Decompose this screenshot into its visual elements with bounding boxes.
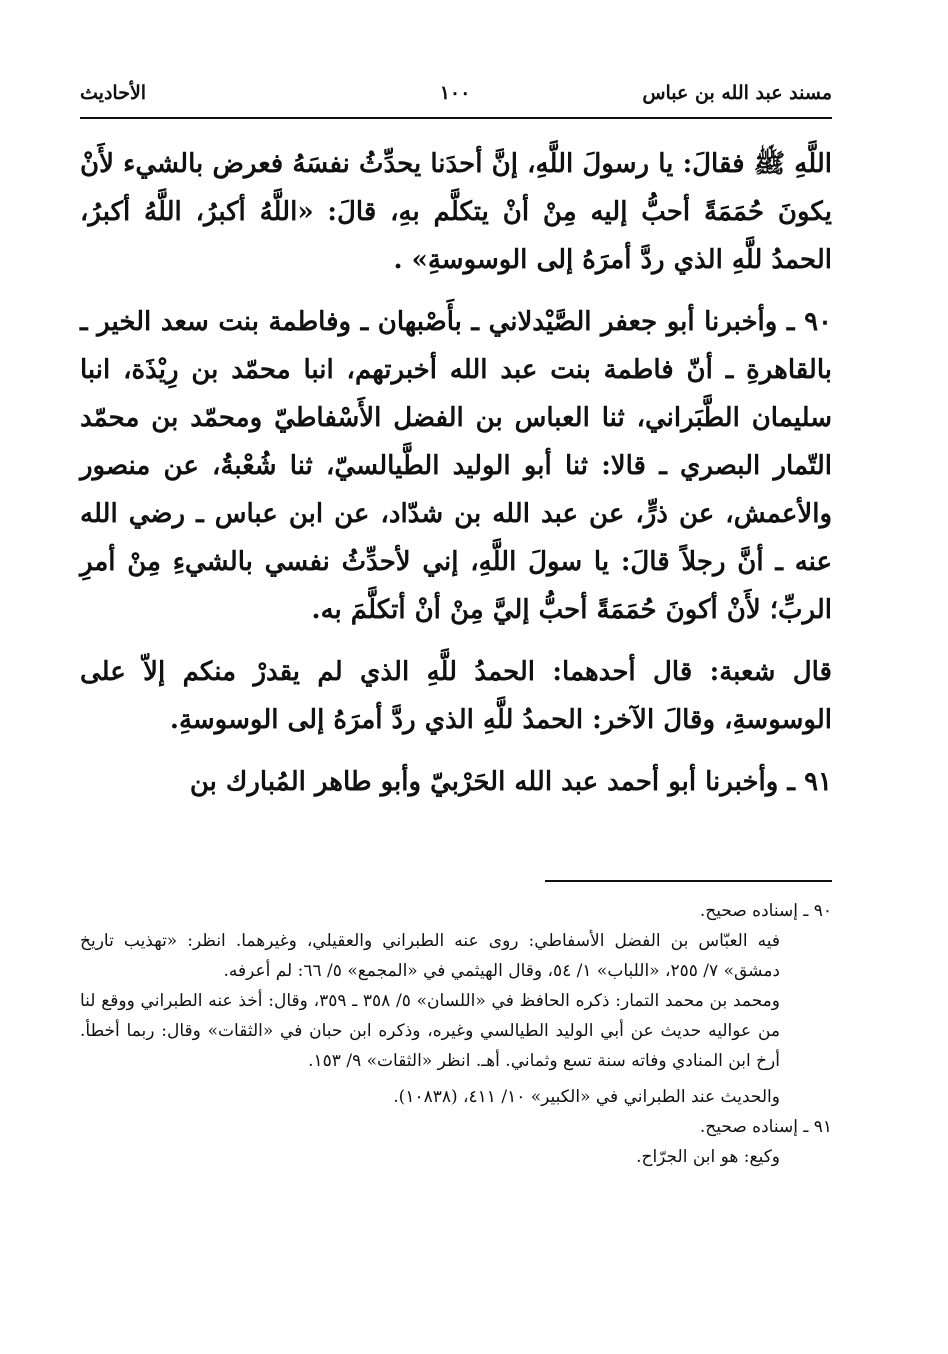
paragraph-continuation: اللَّهِ ﷺ فقالَ: يا رسولَ اللَّهِ، إنَّ أحدَنا يحدِّثُ نفسَهُ فعرض بالشيء لأَنْ يكونَ حُمَمَةً أحبُّ إليه مِنْ أنْ يتكلَّم بهِ، قالَ: «اللَّهُ أكبرُ، اللَّهُ أكبرُ، الحمدُ للَّهِ الذي ردَّ أمرَهُ إلى الوسوسةِ» .	[80, 149, 832, 275]
hadith-90: ٩٠ ـ وأخبرنا أبو جعفر الصَّيْدلاني ـ بأَصْبهان ـ وفاطمة بنت سعد الخير ـ بالقاهرةِ ـ أنّ فاطمة بنت عبد الله أخبرتهم، انبا محمّد بن رِيْذَة، انبا سليمان الطَّبَراني، ثنا العباس بن الفضل الأَسْفاطيّ ومحمّد بن محمّد التّمار البصري ـ قالا: ثنا أبو الوليد الطَّيالسيّ، ثنا شُعْبةُ، عن منصور والأعمش، عن ذرٍّ، عن عبد الله بن شدّاد، عن ابن عباس ـ رضي الله عنه ـ أنَّ رجلاً قالَ: يا سولَ اللَّهِ، إني لأحدِّثُ نفسي بالشيءِ مِنْ أمرِ الربِّ؛ لأَنْ أكونَ حُمَمَةً أحبُّ إليَّ مِنْ أنْ أتكلَّمَ به.	[80, 307, 832, 625]
footnote-90-abbas: فيه العبّاس بن الفضل الأسفاطي: روى عنه الطبراني والعقيلي، وغيرهما. انظر: «تهذيب تاريخ دمشق» ٧/ ٢٥٥، «اللباب» ١/ ٥٤، وقال الهيثمي في «المجمع» ٥/ ٦٦: لم أعرفه.	[80, 931, 780, 981]
footnote-divider	[545, 880, 832, 882]
footnotes	[80, 896, 832, 1172]
footnote-90-source: والحديث عند الطبراني في «الكبير» ١٠/ ٤١١، (١٠٨٣٨).	[393, 1087, 780, 1107]
book-title: مسند عبد الله بن عباس	[642, 82, 832, 104]
main-text	[80, 140, 832, 820]
footnote-91-waki: وكيع: هو ابن الجرّاح.	[636, 1147, 780, 1167]
footnote-91-heading: ٩١ ـ إسناده صحيح.	[699, 1117, 832, 1137]
shuba-comment: قال شعبة: قال أحدهما: الحمدُ للَّهِ الذي لم يقدرْ منكم إلاّ على الوسوسةِ، وقالَ الآخر: الحمدُ للَّهِ الذي ردَّ أمرَهُ إلى الوسوسةِ.	[80, 657, 832, 735]
page-number: ١٠٠	[439, 82, 471, 104]
header-divider	[80, 117, 832, 119]
hadith-91-start: ٩١ ـ وأخبرنا أبو أحمد عبد الله الحَرْبيّ وأبو طاهر المُبارك بن	[189, 767, 832, 797]
section-title: الأحاديث	[80, 82, 147, 104]
footnote-90-heading: ٩٠ ـ إسناده صحيح.	[699, 901, 832, 921]
footnote-90-tammar: ومحمد بن محمد التمار: ذكره الحافظ في «اللسان» ٥/ ٣٥٨ ـ ٣٥٩، وقال: أخذ عنه الطبراني ووقع لنا من عواليه حديث عن أبي الوليد الطيالسي وغيره، وذكره ابن حبان في «الثقات» وقال: ربما أخطأ. أرخ ابن المنادي وفاته سنة تسع وثماني. أهـ. انظر «الثقات» ٩/ ١٥٣.	[80, 991, 780, 1071]
page-header	[80, 78, 832, 112]
